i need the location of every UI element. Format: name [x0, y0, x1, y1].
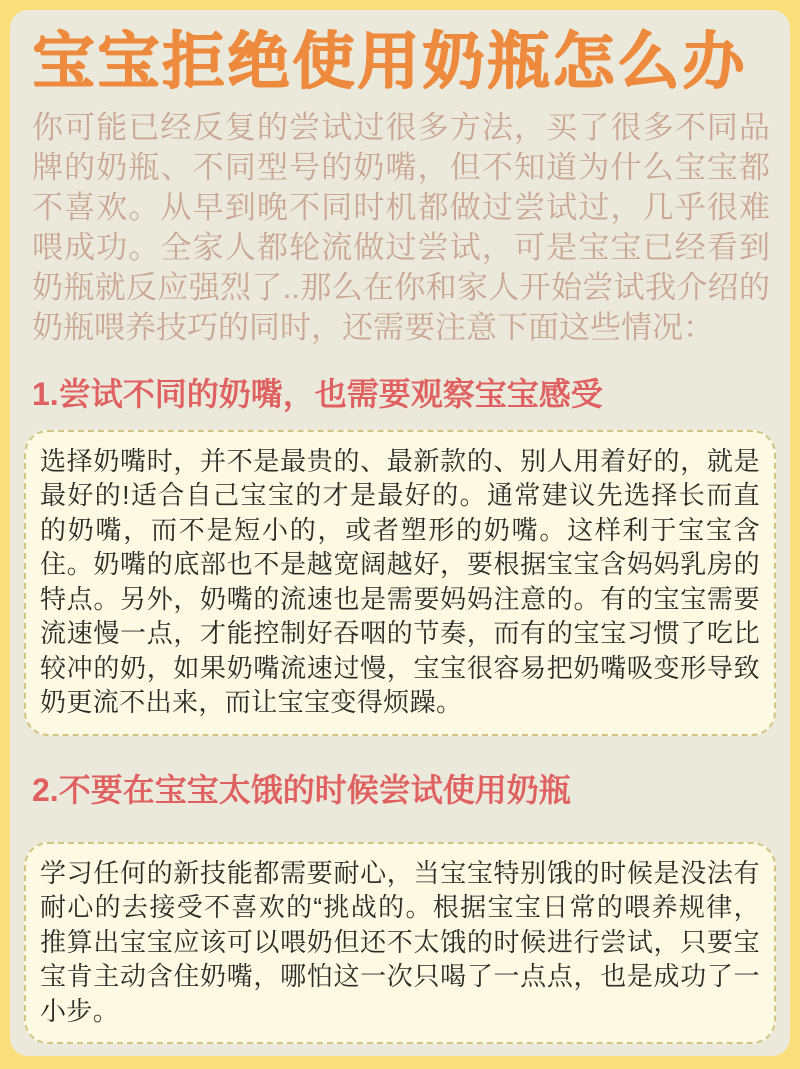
- tip-box-2-text: 学习任何的新技能都需要耐心，当宝宝特别饿的时候是没法有耐心的去接受不喜欢的“挑战的。根据宝宝日常的喂养规律，推算出宝宝应该可以喂奶但还不太饿的时候进行尝试，只要宝宝肯主动含住奶嘴，哪怕这一次只喝了一点点，也是成功了一小步。: [40, 857, 760, 1026]
- tip-box-1-text: 选择奶嘴时，并不是最贵的、最新款的、别人用着好的，就是最好的!适合自己宝宝的才是最好的。通常建议先选择长而直的奶嘴，而不是短小的，或者塑形的奶嘴。这样利于宝宝含住。奶嘴的底部也不是越宽阔越好，要根据宝宝含妈妈乳房的特点。另外，奶嘴的流速也是需要妈妈注意的。有的宝宝需要流速慢一点，才能控制好吞咽的节奏，而有的宝宝习惯了吃比较冲的奶，如果奶嘴流速过慢，宝宝很容易把奶嘴吸变形导致奶更流不出来，而让宝宝变得烦躁。: [40, 445, 760, 718]
- intro-paragraph: 你可能已经反复的尝试过很多方法，买了很多不同品牌的奶瓶、不同型号的奶嘴，但不知道为什么宝宝都不喜欢。从早到晚不同时机都做过尝试过，几乎很难喂成功。全家人都轮流做过尝试，可是宝宝已经看到奶瓶就反应强烈了..那么在你和家人开始尝试我介绍的奶瓶喂养技巧的同时，还需要注意下面这些情况：: [32, 109, 770, 345]
- tip-box-2: [24, 842, 776, 1045]
- section-2-heading: 2.不要在宝宝太饿的时候尝试使用奶瓶: [32, 771, 571, 808]
- content-panel: [10, 10, 790, 1056]
- section-1-heading: 1.尝试不同的奶嘴，也需要观察宝宝感受: [32, 375, 603, 412]
- tip-box-1: [24, 430, 776, 736]
- section-1: [30, 374, 770, 736]
- page-title: 宝宝拒绝使用奶瓶怎么办: [32, 27, 748, 96]
- section-2: [30, 770, 770, 1045]
